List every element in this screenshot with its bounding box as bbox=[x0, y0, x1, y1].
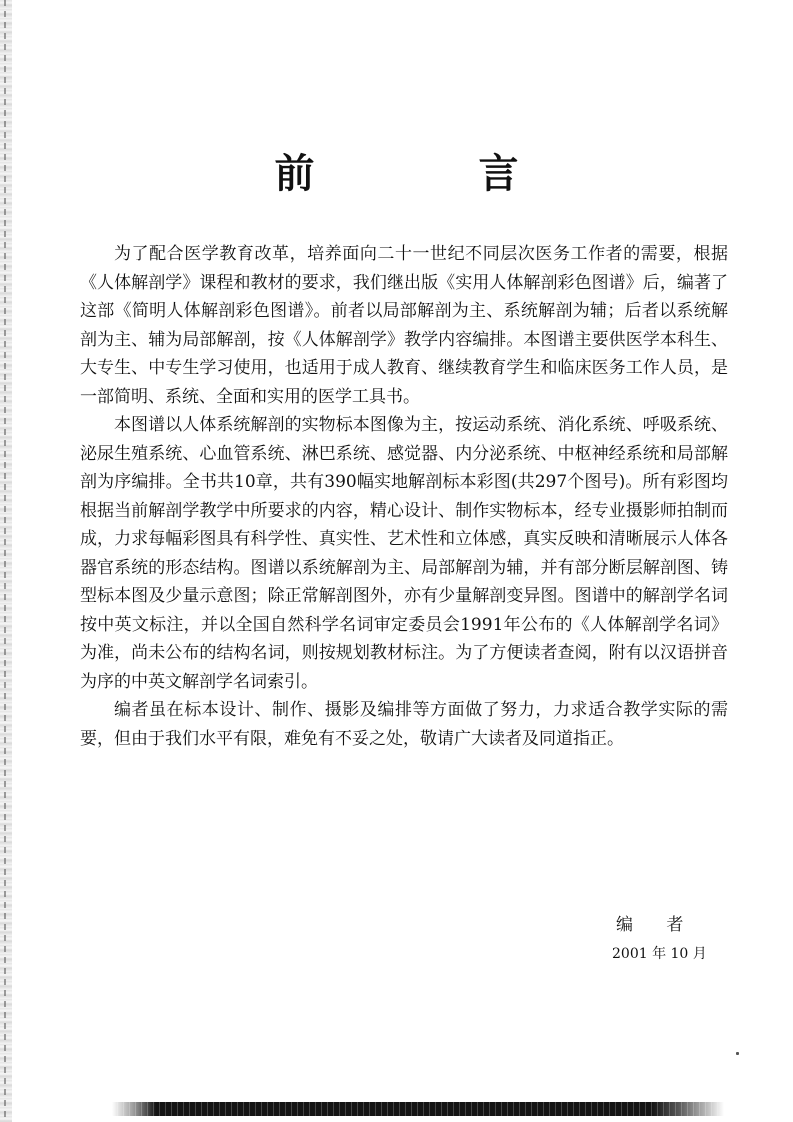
signature-author: 编 者 bbox=[616, 915, 698, 935]
scan-speck bbox=[736, 1052, 739, 1055]
signature-block bbox=[612, 913, 752, 964]
paragraph: 为了配合医学教育改革，培养面向二十一世纪不同层次医务工作者的需要，根据《人体解剖学》课程和教材的要求，我们继出版《实用人体解剖彩色图谱》后，编著了这部《简明人体解剖彩色图谱》。前者以局部解剖为主、系统解剖为辅；后者以系统解剖为主、辅为局部解剖，按《人体解剖学》教学内容编排。本图谱主要供医学本科生、大专生、中专生学习使用，也适用于成人教育、继续教育学生和临床医务工作人员，是一部简明、系统、全面和实用的医学工具书。 bbox=[80, 244, 728, 407]
page-title: 前 言 bbox=[274, 150, 581, 197]
preface-body bbox=[80, 240, 728, 753]
signature-date: 2001 年 10 月 bbox=[612, 946, 707, 962]
paragraph: 编者虽在标本设计、制作、摄影及编排等方面做了努力，力求适合教学实际的需要，但由于我们水平有限，难免有不妥之处，敬请广大读者及同道指正。 bbox=[80, 700, 728, 749]
scan-bottom-strip-noise bbox=[112, 1102, 724, 1116]
paragraph: 本图谱以人体系统解剖的实物标本图像为主，按运动系统、消化系统、呼吸系统、泌尿生殖系统、心血管系统、淋巴系统、感觉器、内分泌系统、中枢神经系统和局部解剖为序编排。全书共10章，共有390幅实地解剖标本彩图(共297个图号)。所有彩图均根据当前解剖学教学中所要求的内容，精心设计、制作实物标本，经专业摄影师拍制而成，力求每幅彩图具有科学性、真实性、艺术性和立体感，真实反映和清晰展示人体各器官系统的形态结构。图谱以系统解剖为主、局部解剖为辅，并有部分断层解剖图、铸型标本图及少量示意图；除正常解剖图外，亦有少量解剖变异图。图谱中的解剖学名词按中英文标注，并以全国自然科学名词审定委员会1991年公布的《人体解剖学名词》为准，尚未公布的结构名词，则按规划教材标注。为了方便读者查阅，附有以汉语拼音为序的中英文解剖学名词索引。 bbox=[80, 415, 728, 692]
